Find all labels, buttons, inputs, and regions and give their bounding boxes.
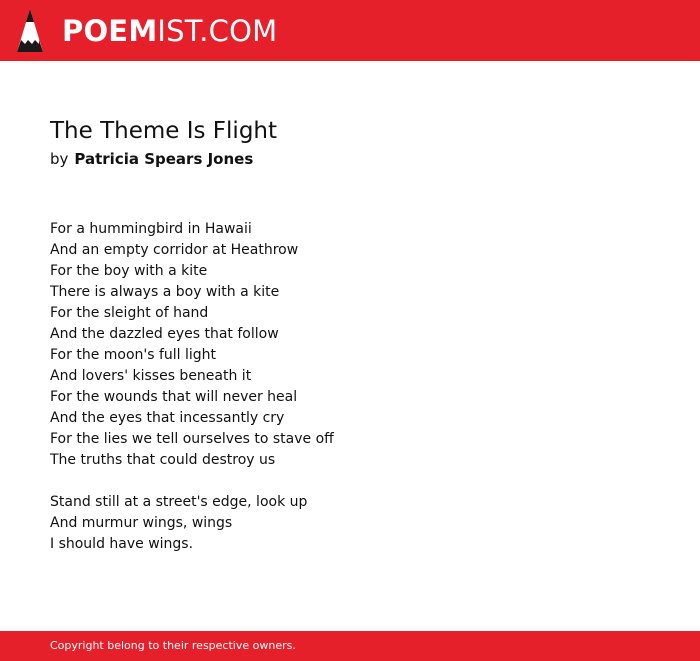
poem-line: For the lies we tell ourselves to stave off <box>50 431 334 447</box>
copyright-text: Copyright belong to their respective owners. <box>50 639 296 652</box>
poem-line: The truths that could destroy us <box>50 452 276 468</box>
poem-line: And murmur wings, wings <box>50 515 233 531</box>
site-footer <box>0 631 700 661</box>
poem-body <box>50 219 650 576</box>
poem-line: For the boy with a kite <box>50 263 208 279</box>
poem-line: For the wounds that will never heal <box>50 389 298 405</box>
poem-line: For a hummingbird in Hawaii <box>50 221 252 237</box>
poem-title: The Theme Is Flight <box>50 118 278 144</box>
poem-line: Stand still at a street's edge, look up <box>50 494 308 510</box>
pencil-tip-icon[interactable] <box>17 9 43 52</box>
stanza-2 <box>50 492 650 555</box>
stanza-1 <box>50 219 650 471</box>
poem-line: And an empty corridor at Heathrow <box>50 242 299 258</box>
by-label: by <box>50 150 69 168</box>
logo-text-bold: POEM <box>62 14 158 48</box>
poem-line: And lovers' kisses beneath it <box>50 368 252 384</box>
poem-line: For the moon's full light <box>50 347 217 363</box>
poem-line: And the eyes that incessantly cry <box>50 410 285 426</box>
poem-line: And the dazzled eyes that follow <box>50 326 279 342</box>
logo-text-light: IST.COM <box>157 14 278 48</box>
site-logo[interactable] <box>62 14 277 48</box>
poem-line: For the sleight of hand <box>50 305 209 321</box>
poem-line: I should have wings. <box>50 536 194 552</box>
site-header <box>0 0 700 61</box>
poem-byline <box>50 148 253 170</box>
author-name: Patricia Spears Jones <box>74 150 254 168</box>
poem-line: There is always a boy with a kite <box>50 284 280 300</box>
